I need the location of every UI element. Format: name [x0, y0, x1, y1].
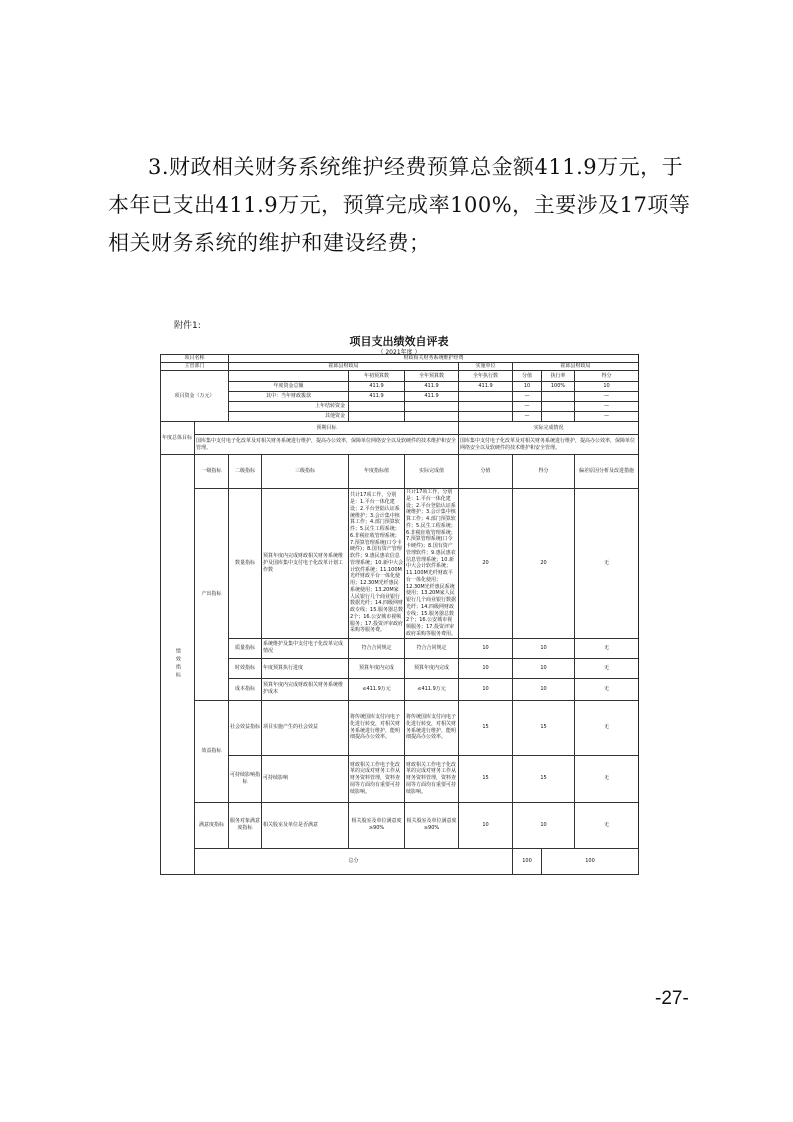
dept-value: 霍邱县财政局 — [229, 363, 459, 371]
funds-points: — — [575, 402, 639, 412]
funds-exec — [459, 412, 513, 422]
annual-value-header: 年度指标值 — [349, 455, 405, 489]
social-deviation: 无 — [575, 700, 639, 755]
satisfaction-annual: 相关股室及单位满意度≥90% — [349, 802, 405, 848]
quantity-score: 20 — [459, 489, 513, 639]
level3-header: 三级指标 — [262, 455, 349, 489]
funds-row — [161, 382, 639, 392]
funds-exec — [459, 402, 513, 412]
cost-points: 10 — [513, 678, 575, 700]
perf-side-label — [161, 455, 195, 875]
level2-header: 二级指标 — [229, 455, 262, 489]
col-annual-budget: 全年预算数 — [405, 371, 459, 382]
cost-level2: 成本指标 — [229, 678, 262, 700]
satisfaction-level1: 满意度指标 — [195, 802, 229, 848]
sustainable-deviation: 无 — [575, 755, 639, 802]
sustainable-annual: 财政相关工作电子化改革的完成对财务工作从财务资料管理，资料查阅等方面均有重要可持续影响。 — [349, 755, 405, 802]
quantity-annual: 共计17项工作，分别是：1.平台一体化建设；2.平台登陆认证系统维护；3.会计集中核算工作；4.部门预算软件；5.民生工程系统；6.非税征收管理系统；7.预算管理系统(口令卡硬件)；8.国有资产管理软件；9.惠民惠农信息管理系统；10.新中大会计软件系统；11.100M光纤财政平台一体化使用；12.30M光纤惠民系统使用；13.20M家人民银行几个商业银行数据光纤；14.四级网财政专线；15.服务器总数2个；16.公安城市视频服务；17.投资评审政府采购等服务费。 — [349, 489, 405, 639]
funds-budget — [405, 402, 459, 412]
funds-row — [161, 412, 639, 422]
project-name-row — [161, 355, 639, 363]
satisfaction-level3: 相关股室及单位是否满意 — [262, 802, 349, 848]
col-score: 分值 — [513, 371, 542, 382]
timeliness-level3: 年度预算执行进度 — [262, 658, 349, 678]
funds-budget — [405, 412, 459, 422]
timeliness-actual: 预算年度内完成 — [405, 658, 459, 678]
funds-budget: 411.9 — [405, 392, 459, 402]
project-name-label: 项目名称 — [161, 355, 229, 363]
col-initial: 年初预算数 — [349, 371, 405, 382]
funds-rate — [542, 412, 575, 422]
quantity-actual: 共计17项工作，分别是：1.平台一体化建设；2.平台登陆认证系统维护；3.会计集中核算工作；4.部门预算软件；5.民生工程系统；6.非税征收管理系统；7.预算管理系统(口令卡硬件)；8.国有资产管理软件；9.惠民惠农信息管理系统；10.新中大会计软件系统；11.100M光纤财政平台一体化使用；12.30M光纤惠民系统使用；13.20M家人民银行几个商业银行数据光纤；14.四级网财政专线；15.服务器总数2个；16.公安城市视频服务；17.投资评审政府采购等服务费用。 — [405, 489, 459, 639]
quality-deviation: 无 — [575, 638, 639, 658]
satisfaction-actual: 相关股室及单位满意度≥90% — [405, 802, 459, 848]
quantity-level3: 预算年度内完成财政相关财务系统维护及国库集中支付电子化改革计划工作数 — [262, 489, 349, 639]
impl-value: 霍邱县财政局 — [513, 363, 639, 371]
cost-deviation: 无 — [575, 678, 639, 700]
funds-blank — [229, 371, 349, 382]
timeliness-row — [161, 658, 639, 678]
funds-initial — [349, 412, 405, 422]
timeliness-points: 10 — [513, 658, 575, 678]
quality-row — [161, 638, 639, 658]
satisfaction-points: 10 — [513, 802, 575, 848]
cost-actual: ≤411.9万元 — [405, 678, 459, 700]
timeliness-deviation: 无 — [575, 658, 639, 678]
social-annual: 将传统国库支付向电子化进行转变，对相关财务系统进行维护，能明细提高办公效率。 — [349, 700, 405, 755]
attachment-label: 附件1: — [174, 321, 201, 331]
funds-row-label: 年度资金总额 — [229, 382, 349, 392]
quality-score: 10 — [459, 638, 513, 658]
perf-side-label-text: 绩效指标 — [174, 648, 181, 681]
sustainable-row — [161, 755, 639, 802]
perf-header-row — [161, 455, 639, 489]
funds-rate — [542, 392, 575, 402]
quantity-deviation: 无 — [575, 489, 639, 639]
quality-points: 10 — [513, 638, 575, 658]
table-title: 项目支出绩效自评表 — [349, 335, 449, 348]
sustainable-score: 15 — [459, 755, 513, 802]
social-row — [161, 700, 639, 755]
dept-label: 主管部门 — [161, 363, 229, 371]
body-paragraph: 3.财政相关财务系统维护经费预算总金额411.9万元，于本年已支出411.9万元，预算完成率100%，主要涉及17项等相关财务系统的维护和建设经费； — [108, 155, 691, 255]
score-header: 分值 — [459, 455, 513, 489]
performance-self-evaluation-table — [160, 354, 639, 875]
impl-label: 实施单位 — [459, 363, 513, 371]
col-rate: 执行率 — [542, 371, 575, 382]
funds-points: — — [575, 412, 639, 422]
social-level2: 社会效益指标 — [229, 700, 262, 755]
funds-score: — — [513, 392, 542, 402]
funds-row-label: 其他资金 — [229, 412, 349, 422]
quality-annual: 符合合同规定 — [349, 638, 405, 658]
sustainable-level3: 可持续影响 — [262, 755, 349, 802]
satisfaction-row — [161, 802, 639, 848]
funds-row-label: 上年结转资金 — [229, 402, 349, 412]
funds-points: 10 — [575, 382, 639, 392]
funds-rate: 100% — [542, 382, 575, 392]
dept-row — [161, 363, 639, 371]
output-level1: 产出指标 — [195, 489, 229, 701]
funds-budget: 411.9 — [405, 382, 459, 392]
funds-row-label: 其中：当年财政拨款 — [229, 392, 349, 402]
total-row — [161, 848, 639, 874]
sustainable-level2: 可持续影响指标 — [229, 755, 262, 802]
project-name-value: 财政相关财务系统维护经费 — [229, 355, 639, 363]
quantity-points: 20 — [513, 489, 575, 639]
goals-text-row — [161, 435, 639, 455]
quantity-level2: 数量指标 — [229, 489, 262, 639]
funds-score: 10 — [513, 382, 542, 392]
satisfaction-score: 10 — [459, 802, 513, 848]
funds-row — [161, 402, 639, 412]
funds-initial — [349, 402, 405, 412]
cost-annual: ≤411.9万元 — [349, 678, 405, 700]
satisfaction-level2: 服务对象满意度指标 — [229, 802, 262, 848]
col-annual-exec: 全年执行数 — [459, 371, 513, 382]
goals-header-row — [161, 422, 639, 435]
benefit-level1: 效益指标 — [195, 700, 229, 802]
cost-score: 10 — [459, 678, 513, 700]
actual-header: 实际完成情况 — [459, 422, 639, 435]
funds-exec: 411.9 — [459, 382, 513, 392]
funds-initial: 411.9 — [349, 382, 405, 392]
funds-score: — — [513, 412, 542, 422]
funds-exec — [459, 392, 513, 402]
cost-row — [161, 678, 639, 700]
actual-value-header: 实际完成值 — [405, 455, 459, 489]
total-score: 100 — [513, 848, 542, 874]
expected-header: 预期目标 — [195, 422, 459, 435]
level1-header: 一级指标 — [195, 455, 229, 489]
funds-points: — — [575, 392, 639, 402]
deviation-header: 偏差原因分析及改进措施 — [575, 455, 639, 489]
funds-rate — [542, 402, 575, 412]
social-score: 15 — [459, 700, 513, 755]
quantity-row — [161, 489, 639, 639]
sustainable-points: 15 — [513, 755, 575, 802]
quality-level2: 质量指标 — [229, 638, 262, 658]
cost-level3: 预算年度内完成财政相关财务系统维护成本 — [262, 678, 349, 700]
timeliness-level2: 时效指标 — [229, 658, 262, 678]
goals-label: 年度总体目标 — [161, 422, 195, 455]
timeliness-annual: 预算年度内完成 — [349, 658, 405, 678]
actual-text: 国库集中支付电子化改革及对相关财务系统进行维护，提高办公效率，保障单位网络安全以及软硬件的技术维护和安全管理。 — [459, 435, 639, 455]
social-points: 15 — [513, 700, 575, 755]
total-label: 总分 — [195, 848, 513, 874]
funds-label: 项目资金（万元） — [161, 371, 229, 422]
funds-row — [161, 392, 639, 402]
quality-actual: 符合合同规定 — [405, 638, 459, 658]
points-header: 得分 — [513, 455, 575, 489]
table-year: （ 2021年度 ） — [377, 349, 421, 356]
funds-score: — — [513, 402, 542, 412]
sustainable-actual: 财政相关工作电子化改革的完成对财务工作从财务资料管理，资料查阅等方面均有重要可持续影响。 — [405, 755, 459, 802]
satisfaction-deviation: 无 — [575, 802, 639, 848]
funds-initial: 411.9 — [349, 392, 405, 402]
col-points: 得分 — [575, 371, 639, 382]
quality-level3: 系统维护及集中支付电子化改革完成情况 — [262, 638, 349, 658]
social-level3: 项目实施产生的社会效益 — [262, 700, 349, 755]
expected-text: 国库集中支付电子化改革及对相关财务系统进行维护，提高办公效率，保障单位网络安全以及软硬件的技术维护和安全管理。 — [195, 435, 459, 455]
total-points: 100 — [542, 848, 639, 874]
page-number: -27- — [655, 988, 689, 1009]
funds-header-row — [161, 371, 639, 382]
social-actual: 将传统国库支付向电子化进行转变，对相关财务系统进行维护，能明细提高办公效率。 — [405, 700, 459, 755]
timeliness-score: 10 — [459, 658, 513, 678]
